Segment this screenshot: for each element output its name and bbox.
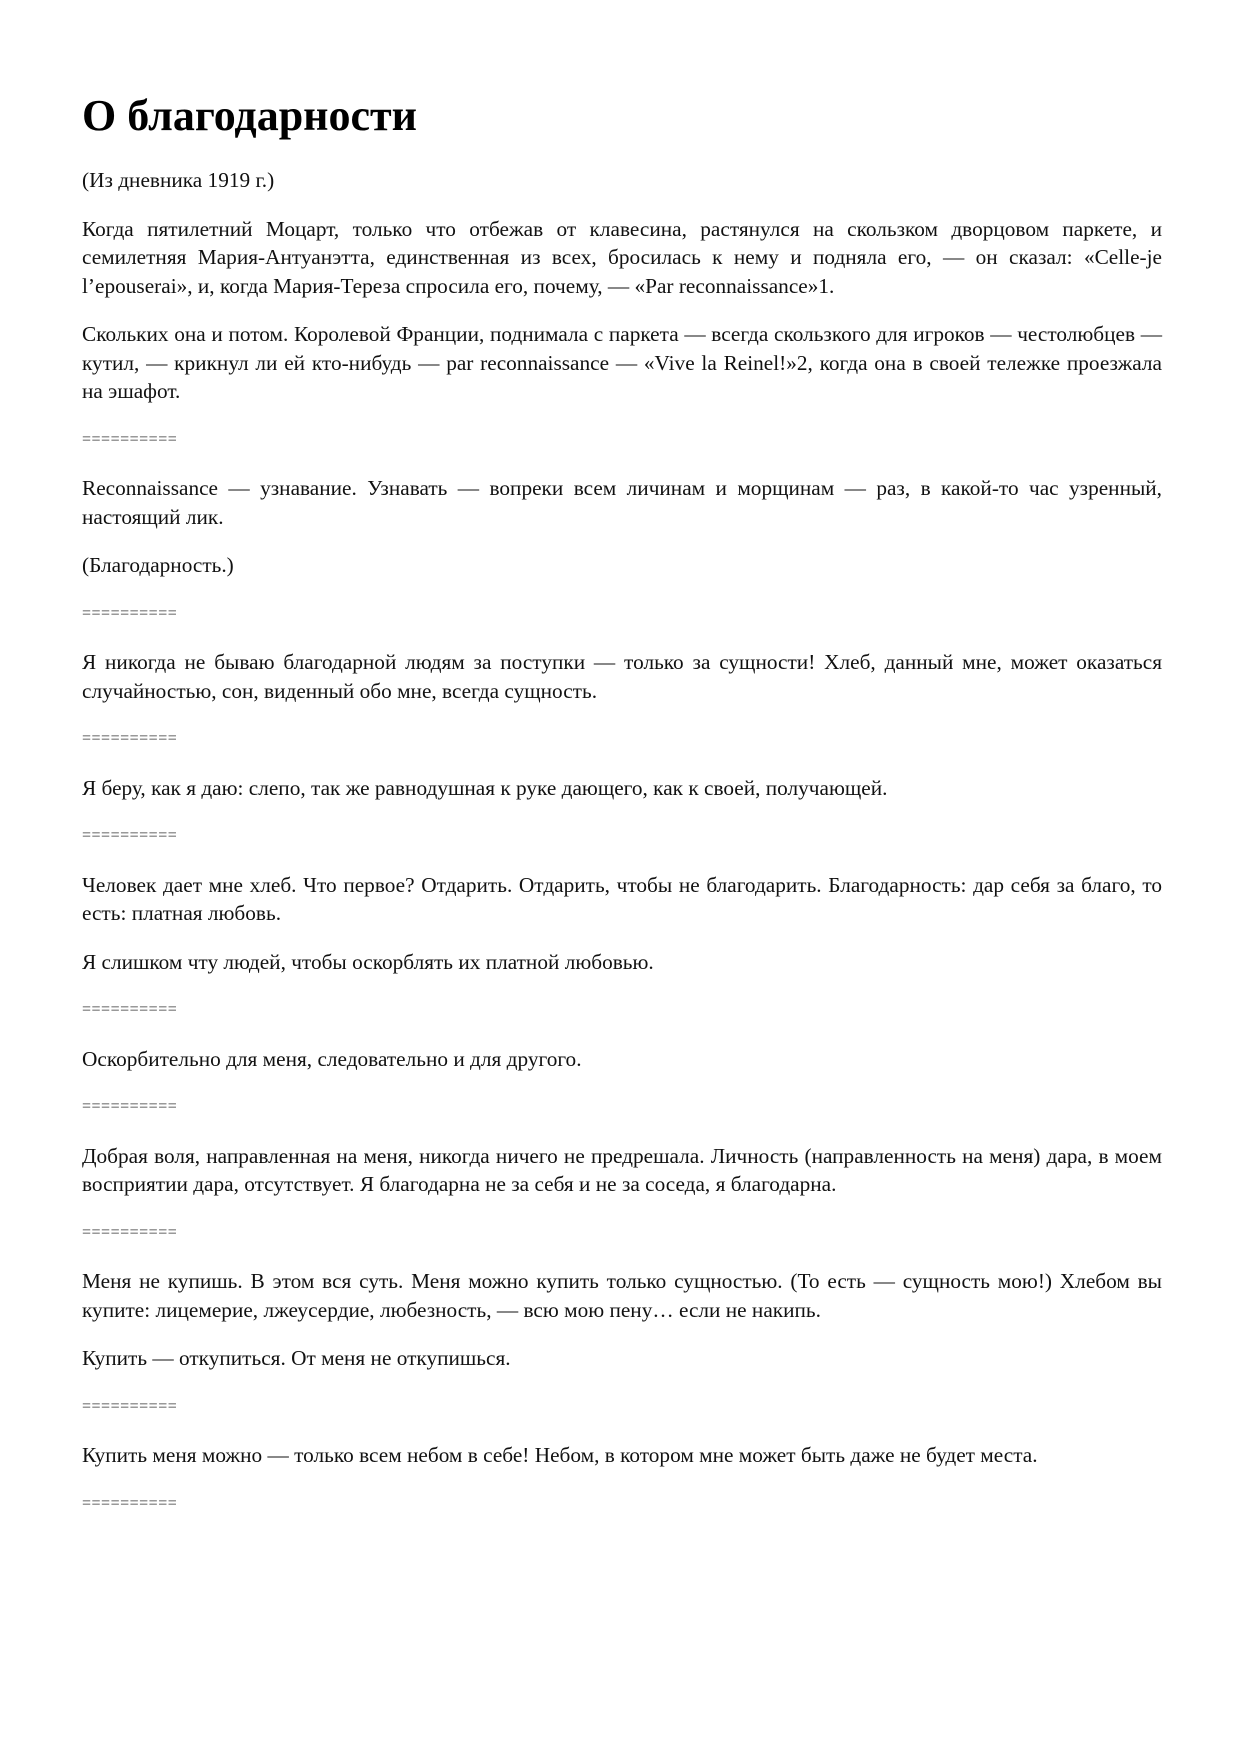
- section-separator: ==========: [82, 1397, 178, 1415]
- section-separator: ==========: [82, 1098, 178, 1115]
- paragraph: Меня не купишь. В этом вся суть. Меня можно купить только сущностью. (То есть — сущность мою!) Хлебом вы купите: лицемерие, лжеусердие, любезность, — всю мою пену… если не накипь.: [82, 1269, 1162, 1322]
- section-separator: ==========: [82, 604, 178, 622]
- paragraph: Я никогда не бываю благодарной людям за поступки — только за сущности! Хлеб, данный мне, может оказаться случайностью, сон, виденный обо мне, всегда сущность.: [82, 650, 1162, 703]
- paragraph: Купить — откупиться. От меня не откупишься.: [82, 1346, 511, 1370]
- section-separator: ==========: [82, 1001, 178, 1018]
- section-separator: ==========: [82, 1494, 178, 1512]
- subtitle: (Из дневника 1919 г.): [82, 168, 275, 192]
- paragraph: Я беру, как я даю: слепо, так же равнодушная к руке дающего, как к своей, получающей.: [82, 775, 888, 800]
- paragraph: Я слишком чту людей, чтобы оскорблять их платной любовью.: [82, 949, 654, 974]
- paragraph: Оскорбительно для меня, следовательно и для другого.: [82, 1046, 582, 1071]
- paragraph: Добрая воля, направленная на меня, никогда ничего не предрешала. Личность (направленность на меня) дара, в моем восприятии дара, отсутствует. Я благодарна не за себя и не за соседа, я благодарна.: [82, 1143, 1162, 1196]
- paragraph: Человек дает мне хлеб. Что первое? Отдарить. Отдарить, чтобы не благодарить. Благодарность: дар себя за благо, то есть: платная любовь.: [82, 872, 1162, 925]
- section-separator: ==========: [82, 730, 178, 747]
- paragraph: Когда пятилетний Моцарт, только что отбежав от клавесина, растянулся на скользком дворцовом паркете, и семилетняя Мария-Антуанэтта, единственная из всех, бросилась к нему и подняла его, — он сказал: «Celle-je l’epouserai», и, когда Мария-Тереза спросила его, почему, — «Par reconnaissance»1.: [82, 216, 1162, 298]
- paragraph: Скольких она и потом. Королевой Франции, поднимала с паркета — всегда скользкого для игроков — честолюбцев — кутил, — крикнул ли ей кто-нибудь — par reconnaissance — «Vive la Reinel!»2, когда она в своей тележке проезжала на эшафот.: [82, 322, 1162, 403]
- section-separator: ==========: [82, 430, 178, 448]
- paragraph: (Благодарность.): [82, 553, 234, 577]
- section-separator: ==========: [82, 827, 178, 844]
- section-separator: ==========: [82, 1223, 178, 1241]
- paragraph: Reconnaissance — узнавание. Узнавать — вопреки всем личинам и морщинам — раз, в какой-то час узренный, настоящий лик.: [82, 476, 1162, 529]
- document-title: О благодарности: [82, 91, 418, 140]
- document-page: [82, 88, 1162, 1538]
- paragraph: Купить меня можно — только всем небом в себе! Небом, в котором мне может быть даже не будет места.: [82, 1443, 1038, 1467]
